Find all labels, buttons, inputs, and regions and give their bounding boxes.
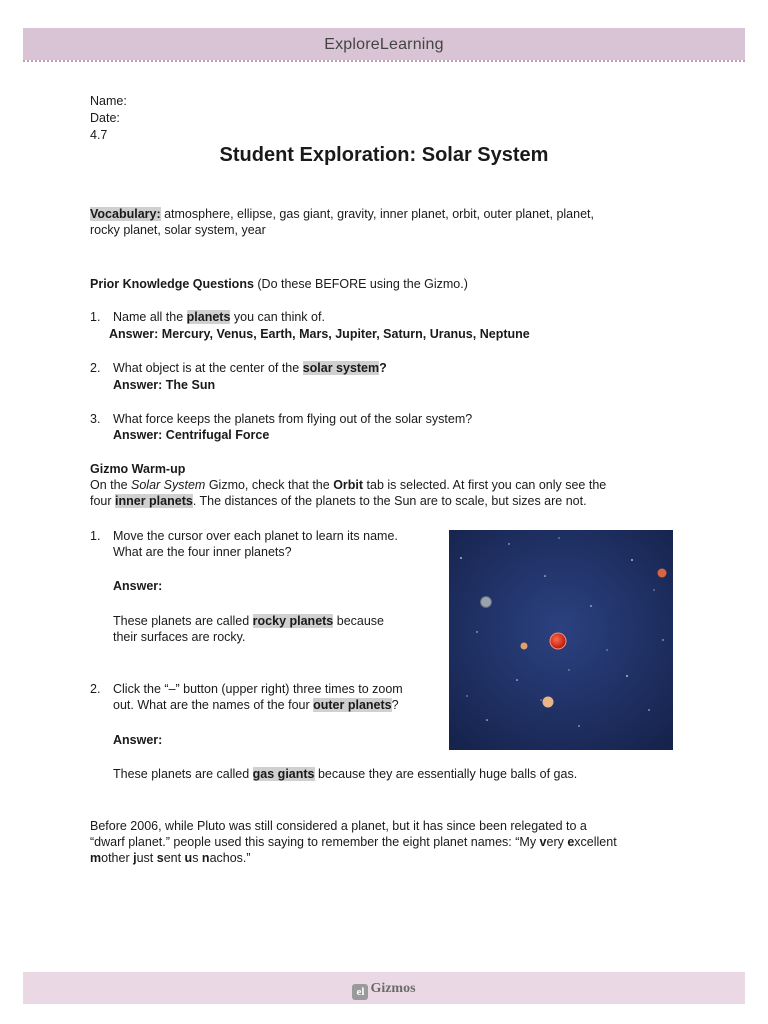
warmup-heading: Gizmo Warm-up [90,462,186,476]
warmup-q2-remark: These planets are called gas giants because they are essentially huge balls of gas. [113,767,578,781]
solar-system-gizmo-image [449,530,673,750]
question-2-number: 2. [90,361,101,375]
warmup-q1-remark-1: These planets are called rocky planets because [113,614,384,628]
warmup-line-1: On the Solar System Gizmo, check that the Orbit tab is selected. At first you can only see the [90,478,607,492]
question-2-answer: Answer: The Sun [113,378,216,392]
warmup-q2-line-2: out. What are the names of the four outer planets? [113,698,399,712]
mars-icon[interactable] [658,569,667,578]
question-1-answer: Answer: Mercury, Venus, Earth, Mars, Jupiter, Saturn, Uranus, Neptune [109,327,530,341]
date-label: Date: [90,111,120,125]
venus-icon[interactable] [543,697,554,708]
warmup-q1-answer: Answer: [113,579,163,593]
vocabulary-line-1: Vocabulary: atmosphere, ellipse, gas giant, gravity, inner planet, orbit, outer planet, planet, [90,207,594,221]
explorelearning-logo: ExploreLearning [324,36,444,53]
warmup-q2-line-1: Click the “–” button (upper right) three times to zoom [113,682,403,696]
gizmos-logo-icon: el [352,984,368,1000]
vocabulary-line-2: rocky planet, solar system, year [90,223,266,237]
vocabulary-label: Vocabulary: [90,207,161,221]
question-3-answer: Answer: Centrifugal Force [113,428,270,442]
warmup-q2-number: 2. [90,682,101,696]
question-1-number: 1. [90,310,101,324]
pluto-line-3: mother just sent us nachos.” [90,851,251,865]
prior-knowledge-heading: Prior Knowledge Questions (Do these BEFORE using the Gizmo.) [90,277,468,291]
sun-icon[interactable] [550,633,566,649]
question-3-number: 3. [90,412,101,426]
warmup-q2-answer: Answer: [113,733,163,747]
page-header [23,28,745,60]
pluto-line-1: Before 2006, while Pluto was still considered a planet, but it has since been relegated to a [90,819,587,833]
header-dotted-divider [23,60,745,62]
page-footer [23,972,745,1004]
doc-number: 4.7 [90,128,108,142]
page-title: Student Exploration: Solar System [219,144,549,166]
warmup-q1-line-2: What are the four inner planets? [113,545,292,559]
warmup-line-2: four inner planets. The distances of the planets to the Sun are to scale, but sizes are not. [90,494,587,508]
question-2-text: What object is at the center of the solar system? [113,361,387,375]
mercury-icon[interactable] [521,643,528,650]
question-1-text: Name all the planets you can think of. [113,310,325,324]
pluto-line-2: “dwarf planet.” people used this saying to remember the eight planet names: “My very excellent [90,835,617,849]
earth-icon[interactable] [481,597,492,608]
name-label: Name: [90,94,127,108]
gizmos-logo: el Gizmos [23,981,745,1000]
warmup-q1-remark-2: their surfaces are rocky. [113,630,246,644]
warmup-q1-line-1: Move the cursor over each planet to learn its name. [113,529,398,543]
question-3-text: What force keeps the planets from flying out of the solar system? [113,412,473,426]
warmup-q1-number: 1. [90,529,101,543]
